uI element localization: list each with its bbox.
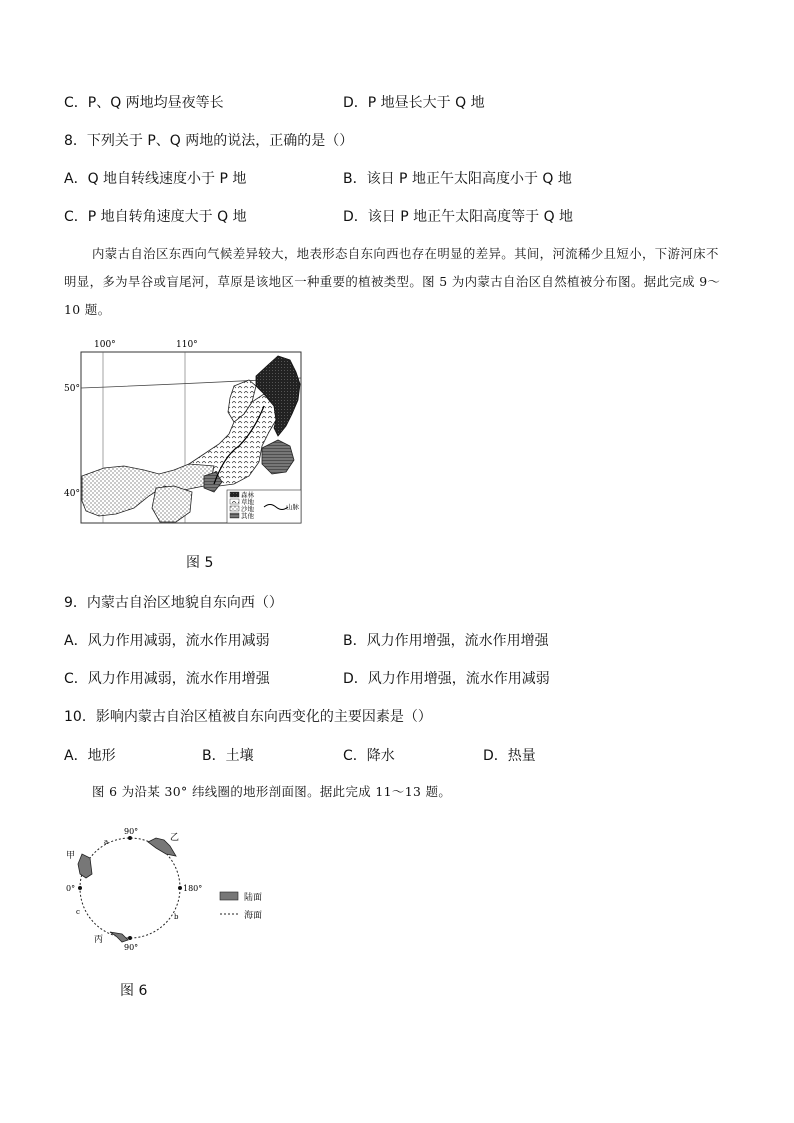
q8-option-b: B．该日 P 地正午太阳高度小于 Q 地 [343,171,572,187]
lon-label-110: 110° [176,340,198,350]
label-jia: 甲 [66,851,76,861]
label-bottom-90: 90° [124,943,139,952]
figure-5-caption: 图 5 [186,555,214,571]
q8-option-a: A．Q 地自转线速度小于 P 地 [64,171,247,187]
label-c: c [76,908,80,916]
q7-option-c: C．P、Q 两地均昼夜等长 [64,95,224,111]
legend-sand: 沙地 [241,505,254,513]
q9-option-d: D．风力作用增强，流水作用减弱 [343,671,550,687]
q8-option-c: C．P 地自转角速度大于 Q 地 [64,209,247,225]
label-yi: 乙 [170,833,180,843]
q10-stem: 10．影响内蒙古自治区植被自东向西变化的主要因素是（） [64,709,432,725]
q9-option-b: B．风力作用增强，流水作用增强 [343,633,549,649]
q9-option-a: A．风力作用减弱，流水作用减弱 [64,633,270,649]
lon-label-100: 100° [94,340,116,350]
q10-option-b: B．土壤 [202,748,254,764]
q8-stem: 8．下列关于 P、Q 两地的说法，正确的是（） [64,133,354,149]
figure-6-caption: 图 6 [120,983,148,999]
legend-land: 陆面 [244,893,263,903]
q9-stem: 9．内蒙古自治区地貌自东向西（） [64,595,283,611]
land-bing [110,932,128,942]
label-a: a [104,838,109,846]
legend-forest: 森林 [241,491,254,499]
label-right-180: 180° [183,884,203,893]
legend-mountain: 山脉 [286,503,299,511]
q7-option-d: D．P 地昼长大于 Q 地 [343,95,485,111]
passage-11-13: 图 6 为沿某 30° 纬线圈的地形剖面图。据此完成 11～13 题。 [92,784,452,799]
legend-sea: 海面 [244,911,263,921]
q10-option-a: A．地形 [64,748,116,764]
label-top-90: 90° [124,827,139,836]
lat-label-50: 50° [64,384,80,394]
label-left-0: 0° [66,884,76,893]
q10-option-d: D．热量 [483,748,536,764]
passage-9-10: 内蒙古自治区东西向气候差异较大，地表形态自东向西也存在明显的差异。其间，河流稀少且短小，下游河床不明显，多为旱谷或盲尾河，草原是该地区一种重要的植被类型。图 5 为内蒙古自治区自然植被分布图。据此完成 9～10 题。 [64,246,721,317]
legend-other: 其他 [241,512,254,520]
q10-option-c: C．降水 [343,748,395,764]
lat-label-40: 40° [64,489,80,499]
figure-5-map [64,336,314,528]
q9-option-c: C．风力作用减弱，流水作用增强 [64,671,270,687]
land-jia [78,854,92,878]
q8-option-d: D．该日 P 地正午太阳高度等于 Q 地 [343,209,574,225]
label-b: b [174,913,179,921]
figure-6-profile [60,824,280,958]
label-bing: 丙 [94,935,104,945]
legend-grass: 草地 [241,498,254,506]
